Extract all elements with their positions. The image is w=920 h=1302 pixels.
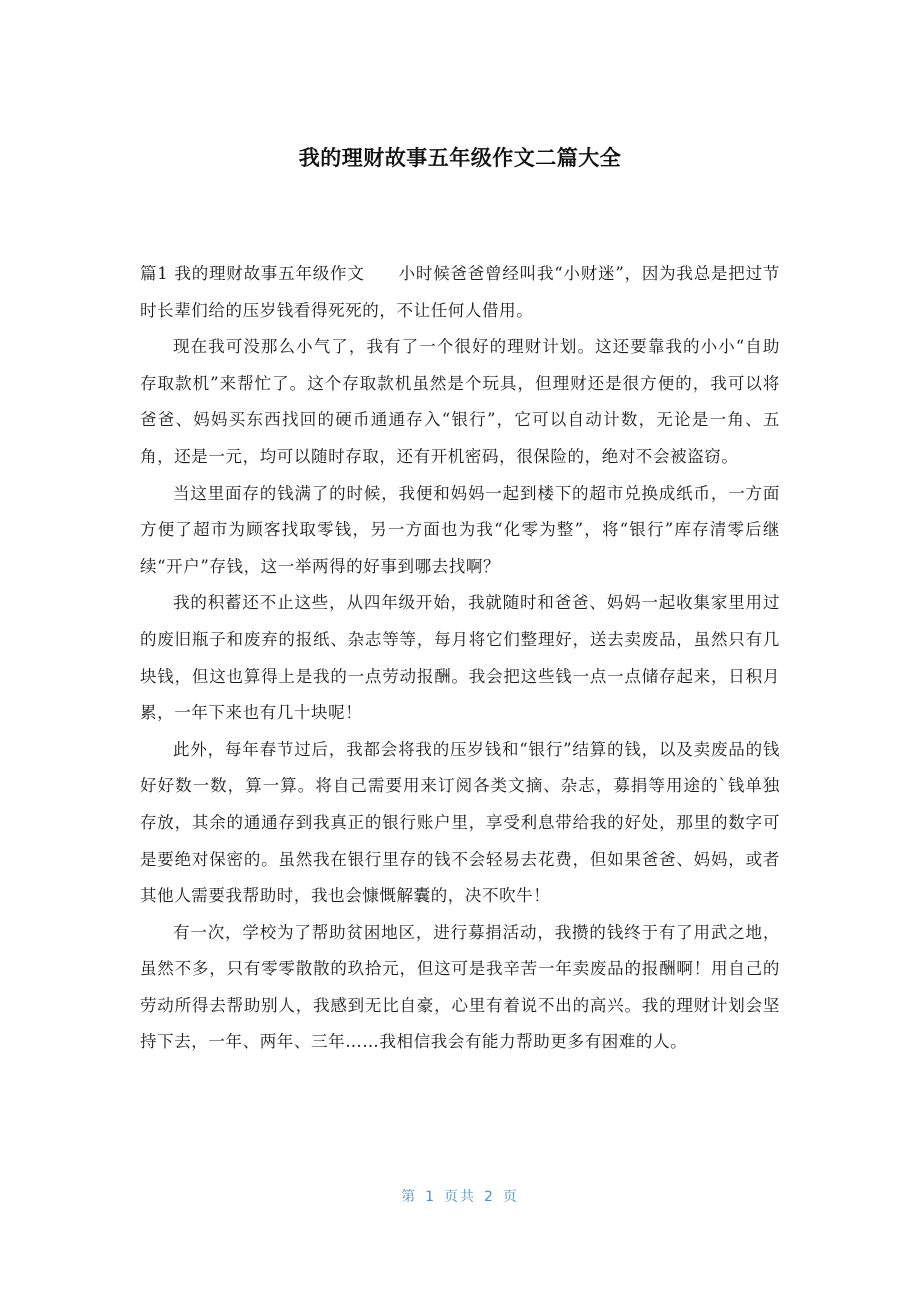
page-title: 我的理财故事五年级作文二篇大全 xyxy=(298,146,622,170)
article-body xyxy=(140,256,780,1061)
paragraph: 我的积蓄还不止这些，从四年级开始，我就随时和爸爸、妈妈一起收集家里用过的废旧瓶子和废弃的报纸、杂志等等，每月将它们整理好，送去卖废品，虽然只有几块钱，但这也算得上是我的一点劳动报酬。我会把这些钱一点一点储存起来，日积月累，一年下来也有几十块呢！ xyxy=(140,593,780,723)
page-label-suffix: 页 xyxy=(502,1189,519,1205)
page-label-prefix: 第 xyxy=(401,1189,418,1205)
page-label-mid: 页共 xyxy=(444,1189,476,1205)
page-number-footer xyxy=(0,1186,920,1206)
current-page-number: 1 xyxy=(425,1189,436,1205)
paragraph: 此外，每年春节过后，我都会将我的压岁钱和“银行”结算的钱，以及卖废品的钱好好数一数，算一算。将自己需要用来订阅各类文摘、杂志，募捐等用途的`钱单独存放，其余的通通存到我真正的银行账户里，享受利息带给我的好处，那里的数字可是要绝对保密的。虽然我在银行里存的钱不会轻易去花费，但如果爸爸、妈妈，或者其他人需要我帮助时，我也会慷慨解囊的，决不吹牛！ xyxy=(140,739,780,906)
first-paragraph xyxy=(140,256,780,329)
total-pages-number: 2 xyxy=(484,1189,495,1205)
first-paragraph-text: 小时候爸爸曾经叫我“小财迷”，因为我总是把过节时长辈们给的压岁钱看得死死的，不让任何人借用。 xyxy=(140,264,780,320)
section-label: 篇1 我的理财故事五年级作文 xyxy=(140,264,365,283)
paragraph: 有一次，学校为了帮助贫困地区，进行募捐活动，我攒的钱终于有了用武之地，虽然不多，只有零零散散的玖拾元，但这可是我辛苦一年卖废品的报酬啊！用自己的劳动所得去帮助别人，我感到无比自豪，心里有着说不出的高兴。我的理财计划会坚持下去，一年、两年、三年……我相信我会有能力帮助更多有困难的人。 xyxy=(140,922,780,1052)
paragraph: 当这里面存的钱满了的时候，我便和妈妈一起到楼下的超市兑换成纸币，一方面方便了超市为顾客找取零钱，另一方面也为我“化零为整”，将“银行”库存清零后继续“开户”存钱，这一举两得的好事到哪去找啊？ xyxy=(140,483,780,576)
paragraph: 现在我可没那么小气了，我有了一个很好的理财计划。这还要靠我的小小“自助存取款机”来帮忙了。这个存取款机虽然是个玩具，但理财还是很方便的，我可以将爸爸、妈妈买东西找回的硬币通通存入“银行”，它可以自动计数，无论是一角、五角，还是一元，均可以随时存取，还有开机密码，很保险的，绝对不会被盗窃。 xyxy=(140,337,780,466)
